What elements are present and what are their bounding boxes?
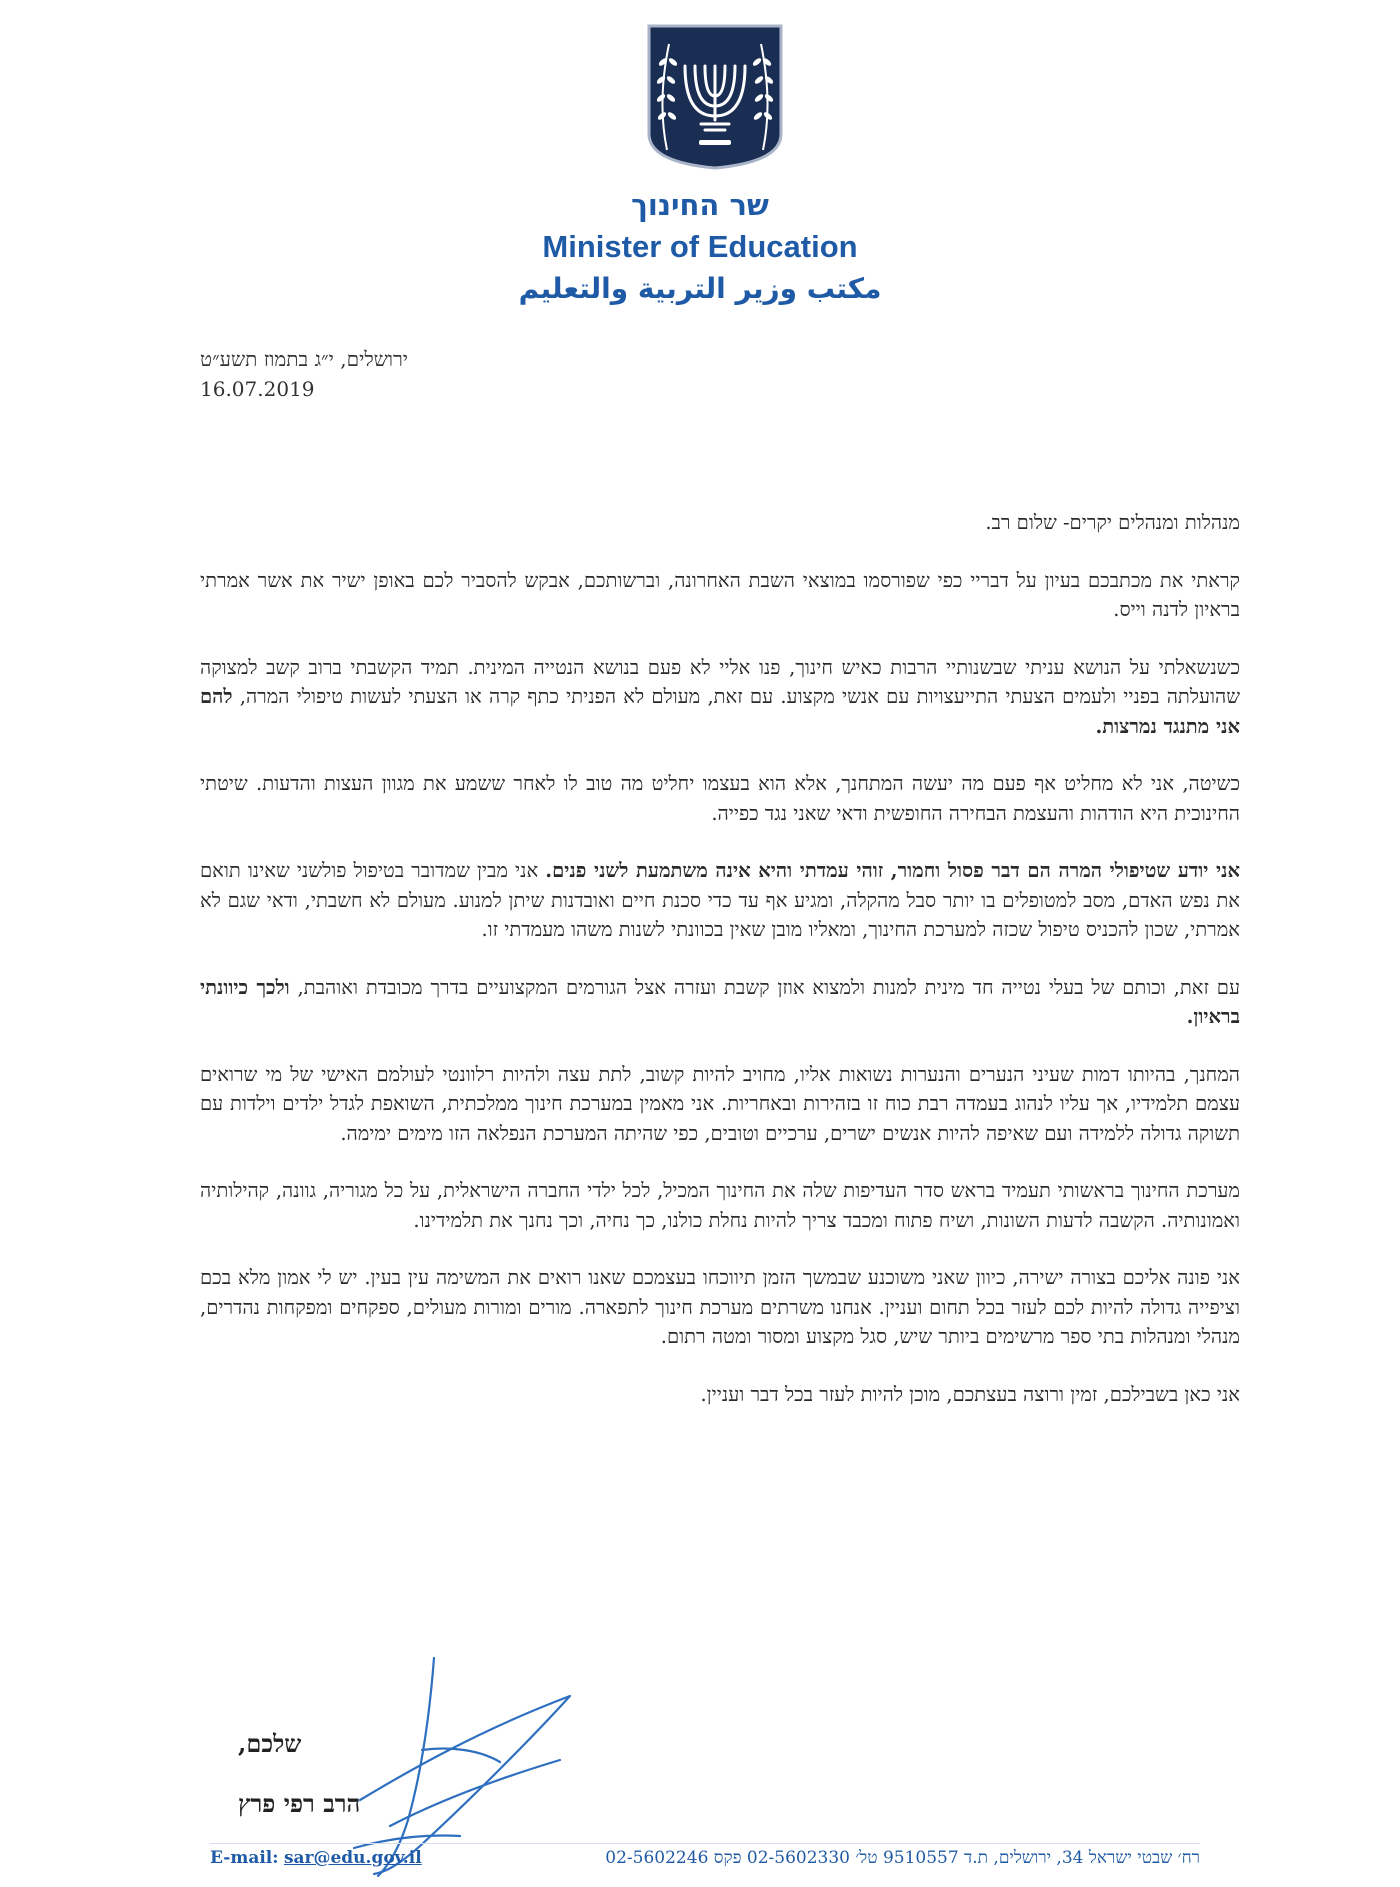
email-link[interactable]: sar@edu.gov.il bbox=[283, 1848, 422, 1868]
greeting: מנהלות ומנהלים יקרים- שלום רב. bbox=[985, 511, 1240, 534]
paragraph-text: כשנשאלתי על הנושא עניתי שבשנותיי הרבות כאיש חינוך, פנו אליי לא פעם בנושא הנטייה המינית. תמיד הקשבתי ברוב קשב למצוקה שהועלתה בפניי ולעמים הצעתי התייעצויות עם אנשי מקצוע. עם זאת, מעולם לא הפניתי כתף קרה או הצעתי לעשות טיפולי המרה, bbox=[200, 655, 1240, 708]
paragraph-text: אני מבין שמדובר בטיפול פולשני שאינו תואם את נפש האדם, מסב למטופלים בו יותר סבל מהקלה, ומגיע אף עד כדי סכנת חיים ואובדנות שיתן למנוע. מעולם לא חשבתי, ודאי שגם לא אמרתי, שכון להכניס טיפול שכזה למערכת החינוך, ומאליו מובן שאין בכוונתי לשנות משהו מעמדתי זו. bbox=[200, 859, 1240, 941]
paragraph-text: אני פונה אליכם בצורה ישירה, כיוון שאני משוכנע שבמשך הזמן תיווכחו בעצמכם שאנו רואים את המשימה עין בעין. יש לי אמון מלא בכם וציפייה גדולה להיות לכם לעזר בכל תחום ועניין. אנחנו משרתים מערכת חינוך לתפארה. מורים ומורות מעולים, ספקחים ומפקחות נהדרים, מנהלי ומנהלות בתי ספר מרשימים ביותר שיש, סגל מקצוע ומסור ומטה רתום. bbox=[200, 1266, 1240, 1348]
letter-body bbox=[200, 508, 1240, 1437]
paragraph bbox=[200, 566, 1240, 625]
paragraph bbox=[200, 653, 1240, 742]
paragraph bbox=[200, 769, 1240, 828]
footer-address: רח׳ שבטי ישראל 34, ירושלים, ת.ד 9510557 טל׳ 02-5602330 פקס 02-5602246 bbox=[605, 1848, 1200, 1868]
hebrew-date: ירושלים, י״ג בתמוז תשע״ט bbox=[200, 347, 409, 371]
state-emblem bbox=[643, 22, 787, 170]
closing-salutation: שלכם, bbox=[238, 1729, 302, 1758]
paragraph-bold-text: להם אני מתנגד נמרצות. bbox=[200, 685, 1240, 738]
signer-name: הרב רפי פרץ bbox=[238, 1789, 361, 1818]
gregorian-date: 16.07.2019 bbox=[200, 377, 315, 401]
paragraph bbox=[200, 1176, 1240, 1235]
footer-email bbox=[210, 1848, 422, 1868]
paragraph bbox=[200, 1380, 1240, 1410]
paragraph-text: עם זאת, וכותם של בעלי נטייה חד מינית למנות ולמצוא אוזן קשבת ועזרה אצל הגורמים המקצועיים בדרך מכובדת ואוהבת, bbox=[289, 975, 1240, 999]
paragraph bbox=[200, 1263, 1240, 1352]
minister-title-hebrew: שר החינוך bbox=[631, 188, 769, 222]
paragraph-text: קראתי את מכתבכם בעיון על דבריי כפי שפורסמו במוצאי השבת האחרונה, וברשותכם, אבקש להסביר לכם באופן ישיר את אשר אמרתי בראיון לדנה וייס. bbox=[200, 568, 1240, 621]
paragraph-text: המחנך, בהיותו דמות שעיני הנערים והנערות נשואות אליו, מחויב להיות קשוב, לתת עצה ולהיות רלוונטי לעולמם האישי של מי שרואים עצמם תלמידיו, אך עליו לנהוג בעמדה רבת כוח זו בזהירות ובאחריות. אני מאמין במערכת חינוך ממלכתית, השואפת לגדל ילדים וילדות עם תשוקה גדולה ללמידה ועם שאיפה להיות אנשים ישרים, ערכיים וטובים, כפי שהיתה המערכת הנפלאה הזו מימים ימימה. bbox=[200, 1062, 1240, 1145]
paragraph bbox=[200, 856, 1240, 945]
paragraph-bold-text: אני יודע שטיפולי המרה הם דבר פסול וחמור, זוהי עמדתי והיא אינה משתמעת לשני פנים. bbox=[545, 859, 1241, 882]
dateline bbox=[200, 344, 408, 404]
email-label: E-mail: bbox=[210, 1848, 279, 1868]
letter-footer bbox=[210, 1843, 1200, 1868]
paragraph bbox=[200, 1060, 1240, 1149]
paragraph-text: מערכת החינוך בראשותי תעמיד בראש סדר העדיפות שלה את החינוך המכיל, לכל ילדי החברה הישראלית, על כל מגוריה, גוונה, קהילותיה ואמונותיה. הקשבה לדעות השונות, ושיח פתוח ומכבד צריך להיות נחלת כולנו, כך נחיה, וכך נחנך את תלמידינו. bbox=[200, 1179, 1240, 1232]
minister-title-english: Minister of Education bbox=[542, 229, 858, 264]
paragraph-bold-text: ולכך כיוונתי בראיון. bbox=[200, 975, 1240, 1028]
paragraph-text: אני כאן בשבילכם, זמין ורוצה בעצתכם, מוכן להיות לעזר בכל דבר ועניין. bbox=[700, 1382, 1240, 1406]
paragraph-text: כשיטה, אני לא מחליט אף פעם מה יעשה המתחנך, אלא הוא בעצמו יחליט מה טוב לו לאחר ששמע את מגוון העצות והדעות. שיטתי החינוכית היא הודהות והעצמת הבחירה החופשית ודאי שאני נגד כפייה. bbox=[200, 772, 1240, 825]
minister-title-arabic: مكتب وزير التربية والتعليم bbox=[518, 272, 882, 305]
paragraph bbox=[200, 973, 1240, 1032]
